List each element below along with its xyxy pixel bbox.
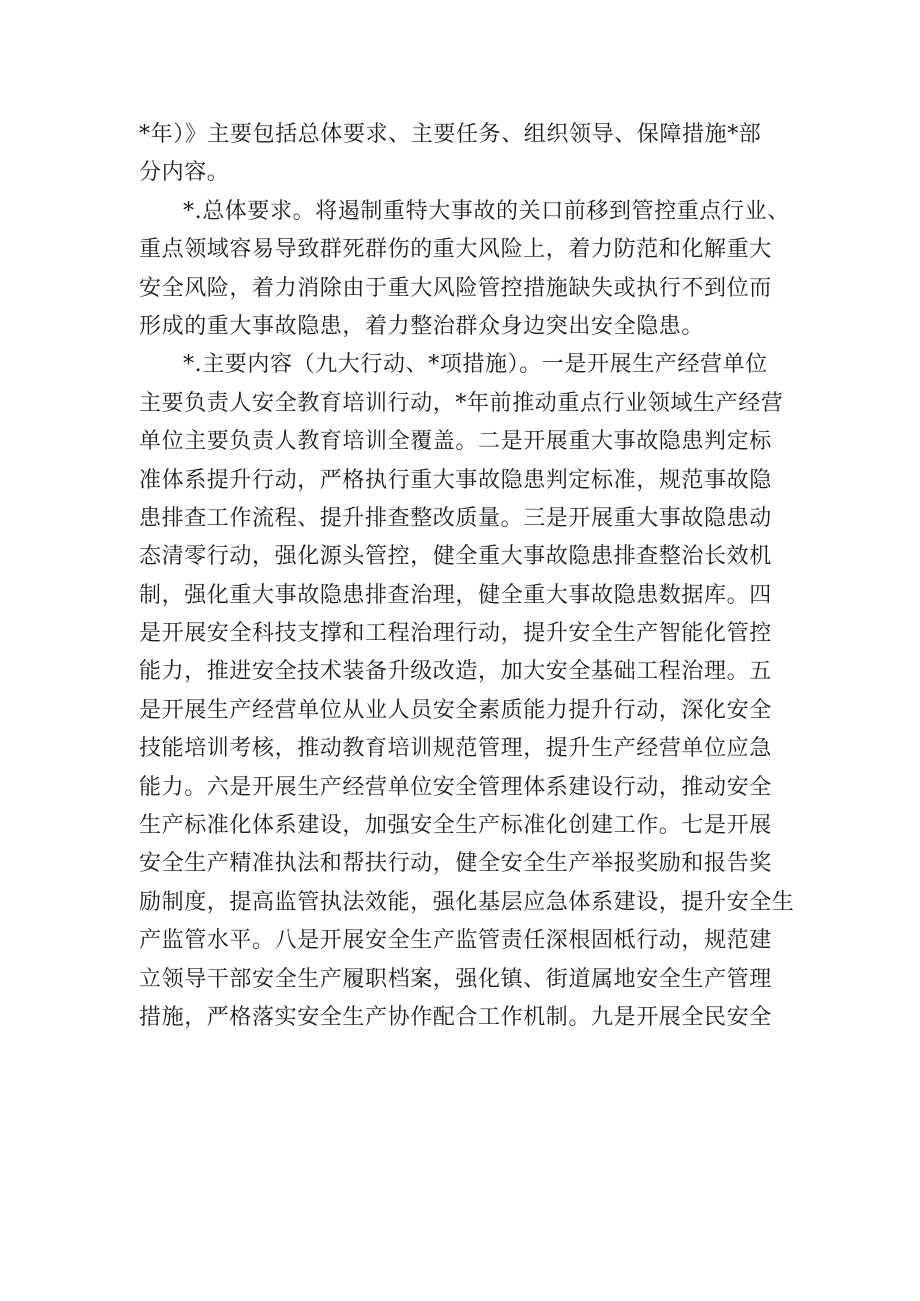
paragraph-3-line-18: 措施，严格落实安全生产协作配合工作机制。九是开展全民安全 <box>139 1004 772 1030</box>
paragraph-3-line-12: 能力。六是开展生产经营单位安全管理体系建设行动，推动安全 <box>139 774 772 800</box>
paragraph-2-line-1: *.总体要求。将遏制重特大事故的关口前移到管控重点行业、 <box>183 198 790 224</box>
paragraph-3-line-7: 制，强化重大事故隐患排查治理，健全重大事故隐患数据库。四 <box>139 582 772 608</box>
paragraph-1-line-2: 分内容。 <box>139 160 230 186</box>
paragraph-2-line-2: 重点领域容易导致群死群伤的重大风险上，着力防范和化解重大 <box>139 237 772 263</box>
paragraph-1-line-1: *年）》主要包括总体要求、主要任务、组织领导、保障措施*部 <box>139 122 762 147</box>
paragraph-3-line-9: 能力，推进安全技术装备升级改造，加大安全基础工程治理。五 <box>139 659 772 685</box>
paragraph-3-line-8: 是开展安全科技支撑和工程治理行动，提升安全生产智能化管控 <box>139 621 772 647</box>
paragraph-3-line-3: 单位主要负责人教育培训全覆盖。二是开展重大事故隐患判定标 <box>139 429 772 455</box>
paragraph-3-line-6: 态清零行动，强化源头管控，健全重大事故隐患排查整治长效机 <box>139 544 772 570</box>
paragraph-3-line-15: 励制度，提高监管执法效能，强化基层应急体系建设，提升安全生 <box>139 889 795 915</box>
paragraph-3-line-13: 生产标准化体系建设，加强安全生产标准化创建工作。七是开展 <box>139 813 772 839</box>
paragraph-3-line-16: 产监管水平。八是开展安全生产监管责任深根固柢行动，规范建 <box>139 928 772 954</box>
paragraph-3-line-2: 主要负责人安全教育培训行动，*年前推动重点行业领域生产经营 <box>139 390 784 416</box>
paragraph-3-line-10: 是开展生产经营单位从业人员安全素质能力提升行动，深化安全 <box>139 697 772 723</box>
paragraph-2-line-3: 安全风险，着力消除由于重大风险管控措施缺失或执行不到位而 <box>139 275 772 301</box>
paragraph-3-line-17: 立领导干部安全生产履职档案，强化镇、街道属地安全生产管理 <box>139 966 772 992</box>
paragraph-3-line-14: 安全生产精准执法和帮扶行动，健全安全生产举报奖励和报告奖 <box>139 851 772 877</box>
paragraph-3-line-1: *.主要内容（九大行动、*项措施）。一是开展生产经营单位 <box>183 352 768 378</box>
paragraph-3-line-5: 患排查工作流程、提升排查整改质量。三是开展重大事故隐患动 <box>139 505 772 531</box>
paragraph-2-line-4: 形成的重大事故隐患，着力整治群众身边突出安全隐患。 <box>139 313 705 339</box>
paragraph-3-line-4: 准体系提升行动，严格执行重大事故隐患判定标准，规范事故隐 <box>139 467 772 493</box>
paragraph-3-line-11: 技能培训考核，推动教育培训规范管理，提升生产经营单位应急 <box>139 736 772 762</box>
document-body <box>139 116 799 1037</box>
